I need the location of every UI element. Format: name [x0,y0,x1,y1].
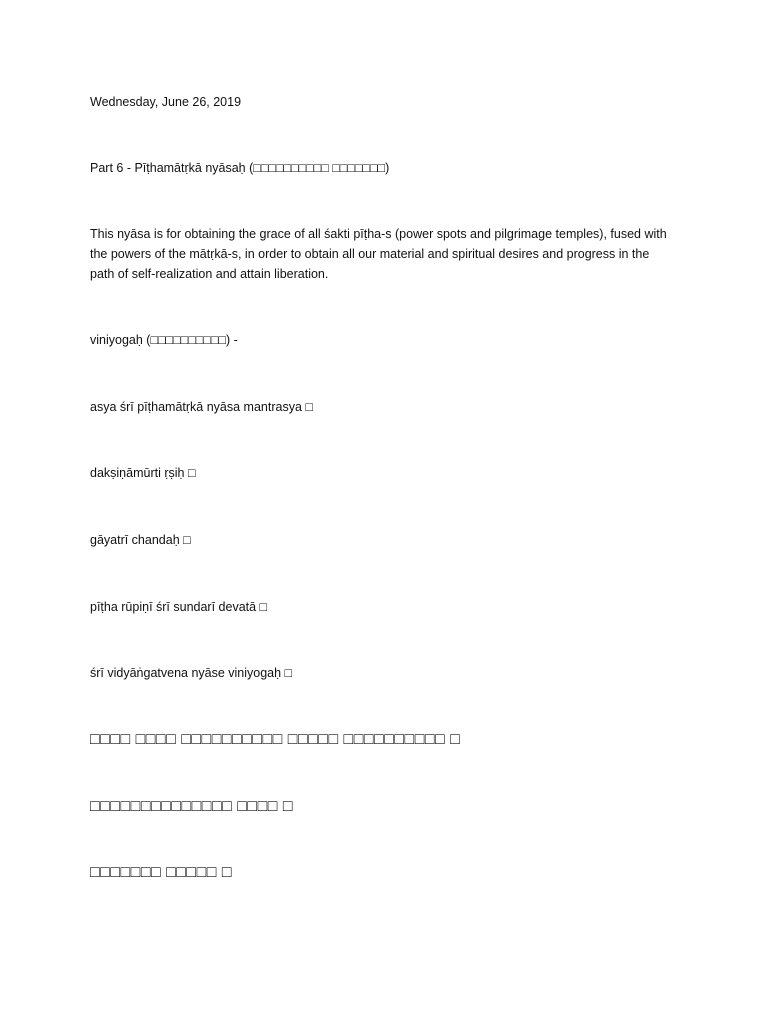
devanagari-verse: □□□□ □□□□ □□□□□□□□□□ □□□□□ □□□□□□□□□□ □ [90,731,461,748]
verse-line: gāyatrī chandaḥ □ [90,533,191,547]
intro-line: path of self-realization and attain liberation. [90,267,329,281]
devanagari-verse: □□□□□□□□□□□□□□ □□□□ □ [90,798,294,815]
intro-line: the powers of the mātṛkā-s, in order to obtain all our material and spiritual desires and progress in the [90,247,650,261]
verse-line: śrī vidyāṅgatvena nyāse viniyogaḥ □ [90,666,293,680]
verse-line: dakṣiṇāmūrti ṛṣiḥ □ [90,466,196,480]
verse-line: pīṭha rūpiṇī śrī sundarī devatā □ [90,600,268,614]
post-title: Part 6 - Pīṭhamātṛkā nyāsaḥ (□□□□□□□□□□ □□□□□□□) [90,161,390,175]
viniyoga-heading: viniyogaḥ (□□□□□□□□□□) - [90,333,238,347]
intro-line: This nyāsa is for obtaining the grace of all śakti pīṭha-s (power spots and pilgrimage temples), fused with [90,227,667,241]
verse-line: asya śrī pīṭhamātṛkā nyāsa mantrasya □ [90,400,313,414]
devanagari-verse: □□□□□□□ □□□□□ □ [90,864,233,881]
intro-paragraph [90,224,680,284]
post-date: Wednesday, June 26, 2019 [90,95,242,109]
